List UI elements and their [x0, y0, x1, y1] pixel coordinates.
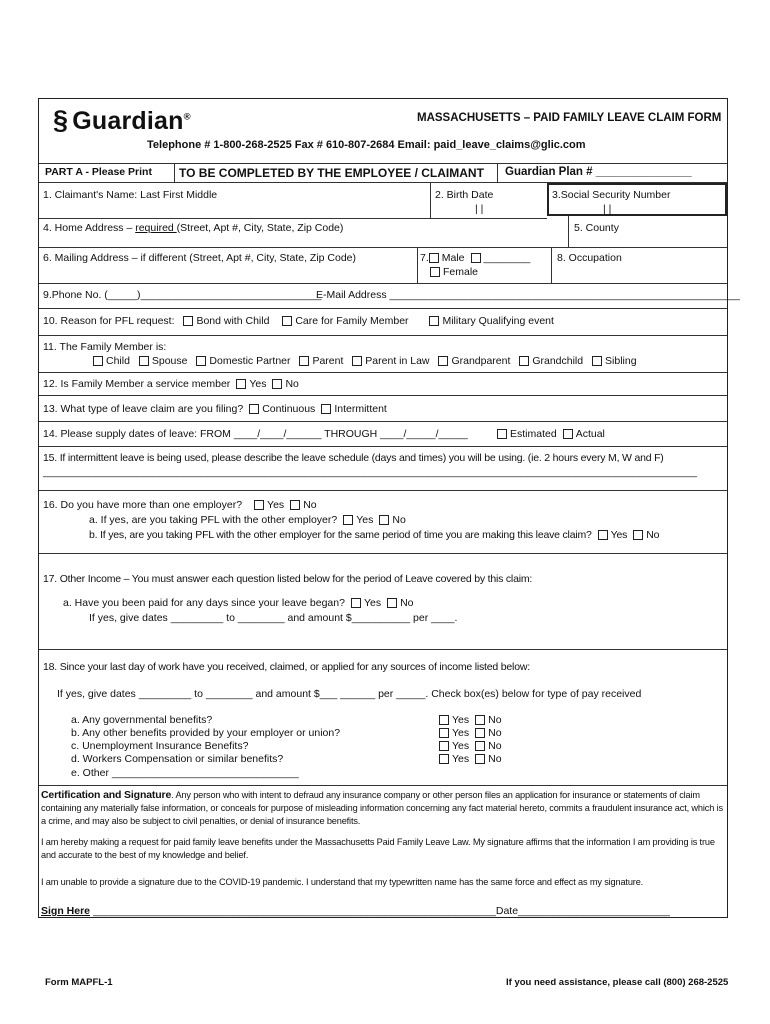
income-item-other[interactable]: e. Other ________________________________ — [71, 767, 299, 779]
bond-with-child-label: Bond with Child — [196, 315, 270, 327]
home-address-suffix: (Street, Apt #, City, State, Zip Code) — [176, 222, 344, 234]
same-period-no-label: No — [646, 529, 660, 541]
spouse-label: Spouse — [151, 355, 188, 367]
county-field[interactable]: 5. County — [574, 222, 619, 234]
sibling-checkbox[interactable] — [592, 356, 602, 366]
email-field[interactable]: E-Mail Address ____________________________________________________________ — [316, 289, 740, 301]
signature-row[interactable] — [41, 905, 670, 917]
certification-heading: Certification and Signature — [41, 789, 172, 801]
income-item-unemployment: c. Unemployment Insurance Benefits? — [71, 740, 249, 752]
military-event-label: Military Qualifying event — [442, 315, 554, 327]
same-period-label: b. If yes, are you taking PFL with the other employer for the same period of time you are making this leave claim? — [89, 529, 592, 541]
female-label: Female — [443, 266, 479, 278]
other-employer-pfl-yes-checkbox[interactable] — [343, 515, 353, 525]
service-member-yes-checkbox[interactable] — [236, 379, 246, 389]
governmental-no-label: No — [488, 714, 502, 726]
employer-yes-no — [439, 727, 502, 739]
intermittent-schedule-label: 15. If intermittent leave is being used, please describe the leave schedule (days and times) you will be using. (ie. 2 hours every M, W and F) — [43, 452, 664, 464]
grandchild-checkbox[interactable] — [519, 356, 529, 366]
continuous-checkbox[interactable] — [249, 404, 259, 414]
home-address-prefix: 4. Home Address – — [43, 222, 136, 234]
other-gender-blank[interactable]: ________ — [483, 252, 531, 264]
other-employer-pfl-label: a. If yes, are you taking PFL with the other employer? — [89, 514, 338, 526]
employer-yes-label: Yes — [452, 727, 470, 739]
paid-since-leave-no-label: No — [400, 597, 414, 609]
part-a-label: PART A - Please Print — [45, 166, 152, 178]
grandparent-checkbox[interactable] — [438, 356, 448, 366]
multiple-employers-no-label: No — [303, 499, 317, 511]
workers-comp-no-checkbox[interactable] — [475, 754, 485, 764]
actual-checkbox[interactable] — [563, 429, 573, 439]
governmental-yes-no — [439, 714, 502, 726]
grandchild-label: Grandchild — [532, 355, 584, 367]
other-gender-checkbox[interactable] — [471, 253, 481, 263]
income-item-employer: b. Any other benefits provided by your employer or union? — [71, 727, 341, 739]
other-employer-pfl-no-checkbox[interactable] — [379, 515, 389, 525]
military-event-checkbox[interactable] — [429, 316, 439, 326]
workers-comp-yes-no — [439, 753, 502, 765]
guardian-shield-icon: § — [53, 105, 69, 135]
paid-since-leave-yes-label: Yes — [363, 597, 382, 609]
leave-dates-field[interactable]: 14. Please supply dates of leave: FROM ____/____/______ THROUGH ____/_____/_____ — [43, 428, 468, 440]
same-period-yes-checkbox[interactable] — [598, 530, 608, 540]
signature-line[interactable]: _____________________________________________________________________Date__________________________ — [92, 905, 670, 917]
governmental-yes-checkbox[interactable] — [439, 715, 449, 725]
leave-dates-options — [497, 428, 605, 440]
service-member-yes-label: Yes — [249, 378, 267, 390]
paid-since-leave-no-checkbox[interactable] — [387, 598, 397, 608]
pfl-reason-label: 10. Reason for PFL request: — [43, 315, 175, 327]
home-address-required: required — [135, 222, 177, 234]
ssn-separators: | | — [603, 203, 612, 215]
certification-paragraph-1 — [41, 789, 725, 828]
service-member-label: 12. Is Family Member a service member — [43, 378, 231, 390]
other-income-label: 17. Other Income – You must answer each question listed below for the period of Leave covered by this claim: — [43, 573, 533, 585]
occupation-field[interactable]: 8. Occupation — [557, 252, 622, 264]
form-title: MASSACHUSETTS – PAID FAMILY LEAVE CLAIM FORM — [417, 112, 722, 124]
logo-text: Guardian — [72, 107, 184, 135]
same-period-yes-label: Yes — [610, 529, 628, 541]
intermittent-schedule-line[interactable]: ________________________________________________________________________________________________________________ — [43, 466, 698, 478]
unemployment-yes-label: Yes — [452, 740, 470, 752]
unemployment-no-label: No — [488, 740, 502, 752]
workers-comp-no-label: No — [488, 753, 502, 765]
sibling-label: Sibling — [605, 355, 637, 367]
paid-since-leave-label: a. Have you been paid for any days since your leave began? — [63, 597, 345, 609]
employer-no-checkbox[interactable] — [475, 728, 485, 738]
guardian-logo — [53, 105, 191, 136]
male-checkbox[interactable] — [429, 253, 439, 263]
employer-no-label: No — [488, 727, 502, 739]
grandparent-label: Grandparent — [451, 355, 511, 367]
other-employer-pfl-yes-label: Yes — [356, 514, 374, 526]
income-item-governmental: a. Any governmental benefits? — [71, 714, 213, 726]
contact-info: Telephone # 1-800-268-2525 Fax # 610-807-2684 Email: paid_leave_claims@glic.com — [147, 139, 586, 151]
female-checkbox[interactable] — [430, 267, 440, 277]
child-label: Child — [106, 355, 130, 367]
unemployment-no-checkbox[interactable] — [475, 741, 485, 751]
mailing-address-field[interactable]: 6. Mailing Address – if different (Street, Apt #, City, State, Zip Code) — [43, 252, 357, 264]
workers-comp-yes-checkbox[interactable] — [439, 754, 449, 764]
female-option — [430, 266, 478, 278]
continuous-label: Continuous — [262, 403, 316, 415]
paid-since-leave-dates[interactable]: If yes, give dates _________ to ________ and amount $__________ per ____. — [89, 612, 458, 624]
care-family-member-checkbox[interactable] — [282, 316, 292, 326]
governmental-no-checkbox[interactable] — [475, 715, 485, 725]
other-employer-pfl-no-label: No — [392, 514, 406, 526]
paid-since-leave-yes-checkbox[interactable] — [351, 598, 361, 608]
paid-since-leave-row — [63, 597, 414, 609]
assistance-text: If you need assistance, please call (800) 268-2525 — [506, 977, 729, 988]
gender-field — [420, 252, 530, 264]
multiple-employers-yes-checkbox[interactable] — [254, 500, 264, 510]
employer-yes-checkbox[interactable] — [439, 728, 449, 738]
certification-text-1: . Any person who with intent to defraud any insurance company or other person files an application for insurance or statements of claim containing any materially false information, or conceals for purpose of misleading information concerning any fact material hereto, commits a fraudulent insurance act, which is a crime, and may also be subject to civil penalties, or denial of insurance benefits. — [41, 790, 723, 826]
workers-comp-yes-label: Yes — [452, 753, 470, 765]
spouse-checkbox[interactable] — [139, 356, 149, 366]
male-label: Male — [441, 252, 465, 264]
unemployment-yes-checkbox[interactable] — [439, 741, 449, 751]
logo-reg-mark: ® — [183, 111, 191, 123]
same-period-row — [89, 529, 659, 541]
estimated-checkbox[interactable] — [497, 429, 507, 439]
leave-type-row — [43, 403, 387, 415]
certification-paragraph-3: I am unable to provide a signature due to the COVID-19 pandemic. I understand that my typewritten name has the same force and effect as my signature. — [41, 877, 644, 887]
guardian-plan-number: Guardian Plan # _______________ — [505, 166, 692, 178]
domestic-partner-checkbox[interactable] — [196, 356, 206, 366]
family-member-options — [93, 355, 637, 367]
pfl-reason-row — [43, 315, 554, 327]
domestic-partner-label: Domestic Partner — [209, 355, 291, 367]
sign-here-label: Sign Here — [41, 905, 91, 917]
service-member-no-label: No — [285, 378, 299, 390]
income-item-workers-comp: d. Workers Compensation or similar benefits? — [71, 753, 284, 765]
birth-date-separators: | | — [475, 203, 484, 215]
service-member-row — [43, 378, 299, 390]
ssn-field: 3.Social Security Number — [552, 189, 671, 201]
other-employer-pfl-row — [89, 514, 406, 526]
child-checkbox[interactable] — [93, 356, 103, 366]
leave-type-label: 13. What type of leave claim are you filing? — [43, 403, 244, 415]
gender-number: 7. — [420, 252, 429, 264]
parent-checkbox[interactable] — [299, 356, 309, 366]
unemployment-yes-no — [439, 740, 502, 752]
care-family-member-label: Care for Family Member — [295, 315, 409, 327]
estimated-label: Estimated — [510, 428, 557, 440]
income-sources-label: 18. Since your last day of work have you received, claimed, or applied for any sources of income listed below: — [43, 661, 530, 673]
service-member-no-checkbox[interactable] — [272, 379, 282, 389]
multiple-employers-no-checkbox[interactable] — [290, 500, 300, 510]
family-member-label: 11. The Family Member is: — [43, 341, 167, 353]
certification-paragraph-2: I am hereby making a request for paid family leave benefits under the Massachusetts Paid Family Leave Law. My signature affirms that the information I am providing is true and accurate to the best of my knowledge and belief. — [41, 837, 715, 860]
actual-label: Actual — [575, 428, 605, 440]
parent-label: Parent — [312, 355, 344, 367]
birth-date-field[interactable]: 2. Birth Date — [435, 189, 494, 201]
form-number: Form MAPFL-1 — [45, 977, 113, 988]
phone-field[interactable]: 9.Phone No. (_____)_______________________________ — [43, 289, 322, 301]
home-address-field[interactable] — [43, 222, 343, 234]
governmental-yes-label: Yes — [452, 714, 470, 726]
same-period-no-checkbox[interactable] — [633, 530, 643, 540]
part-a-heading: TO BE COMPLETED BY THE EMPLOYEE / CLAIMANT — [179, 166, 484, 180]
bond-with-child-checkbox[interactable] — [183, 316, 193, 326]
income-sources-dates[interactable]: If yes, give dates _________ to ________ and amount $___ ______ per _____. Check box(es) below for type of pay received — [57, 688, 642, 700]
multiple-employers-yes-label: Yes — [267, 499, 285, 511]
intermittent-checkbox[interactable] — [321, 404, 331, 414]
claim-form — [38, 98, 740, 918]
claimant-name-field[interactable]: 1. Claimant's Name: Last First Middle — [43, 189, 218, 201]
intermittent-label: Intermittent — [334, 403, 387, 415]
certification-block — [41, 789, 725, 889]
parent-in-law-checkbox[interactable] — [352, 356, 362, 366]
multiple-employers-row — [43, 499, 317, 511]
multiple-employers-label: 16. Do you have more than one employer? — [43, 499, 243, 511]
parent-in-law-label: Parent in Law — [365, 355, 430, 367]
